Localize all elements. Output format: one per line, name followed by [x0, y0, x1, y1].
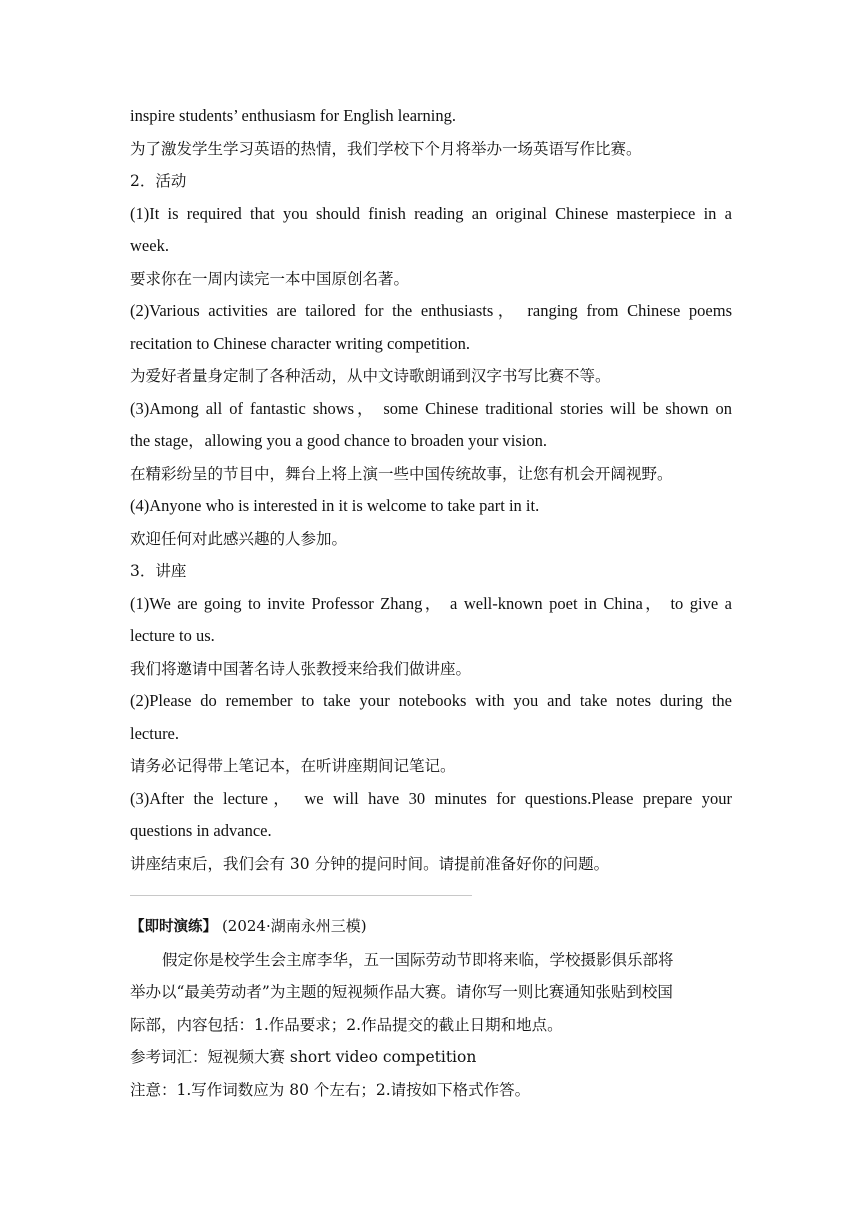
practice-note: 注意：1.写作词数应为 80 个左右；2.请按如下格式作答。	[130, 1080, 531, 1099]
lecture-2-chinese: 请务必记得带上笔记本，在听讲座期间记笔记。	[130, 757, 456, 775]
activity-2-chinese: 为爱好者量身定制了各种活动，从中文诗歌朗诵到汉字书写比赛不等。	[130, 367, 611, 385]
section-heading-lecture: 3．讲座	[130, 562, 187, 580]
lecture-1-english-line-2: lecture to us.	[130, 626, 215, 645]
activity-1-chinese: 要求你在一周内读完一本中国原创名著。	[130, 269, 410, 288]
activity-3-english-line-1: (3)Among all of fantastic shows， some Chinese traditional stories will be shown on	[130, 398, 732, 418]
lecture-3-english-line-1: (3)After the lecture， we will have 30 minutes for questions.Please prepare your	[130, 788, 732, 808]
lecture-3-english-line-2: questions in advance.	[130, 821, 272, 840]
activity-2-english-line-1: (2)Various activities are tailored for the enthusiasts， ranging from Chinese poems	[130, 301, 732, 320]
practice-vocab: 参考词汇：短视频大赛 short video competition	[130, 1048, 477, 1066]
practice-prompt-line-3: 际部，内容包括：1.作品要求；2.作品提交的截止日期和地点。	[130, 1015, 563, 1034]
activity-3-chinese: 在精彩纷呈的节目中，舞台上将上演一些中国传统故事，让您有机会开阔视野。	[130, 464, 673, 483]
activity-4-chinese: 欢迎任何对此感兴趣的人参加。	[130, 529, 348, 548]
activity-1-english-line-2: week.	[130, 236, 169, 255]
section-divider	[130, 895, 472, 896]
lecture-1-chinese: 我们将邀请中国著名诗人张教授来给我们做讲座。	[130, 659, 472, 678]
intro-chinese: 为了激发学生学习英语的热情，我们学校下个月将举办一场英语写作比赛。	[130, 139, 642, 158]
practice-label: 【即时演练】	[130, 919, 217, 935]
activity-3-english-line-2: the stage，allowing you a good chance to broaden your vision.	[130, 431, 547, 450]
activity-1-english-line-1: (1)It is required that you should finish reading an original Chinese masterpiece in a	[130, 203, 732, 223]
lecture-2-english-line-1: (2)Please do remember to take your notebooks with you and take notes during the	[130, 691, 732, 710]
practice-prompt-line-1: 假定你是校学生会主席李华，五一国际劳动节即将来临，学校摄影俱乐部将	[162, 950, 674, 969]
document-page	[130, 100, 732, 1106]
activity-2-english-line-2: recitation to Chinese character writing competition.	[130, 333, 470, 353]
section-heading-activities: 2．活动	[130, 172, 187, 190]
practice-source: (2024·湖南永州三模)	[221, 917, 367, 935]
lecture-2-english-line-2: lecture.	[130, 723, 180, 743]
activity-4-english-line-1: (4)Anyone who is interested in it is welcome to take part in it.	[130, 496, 540, 515]
practice-prompt-line-2: 举办以“最美劳动者”为主题的短视频作品大赛。请你写一则比赛通知张贴到校国	[130, 983, 673, 1001]
lecture-1-english-line-1: (1)We are going to invite Professor Zhang， a well-known poet in China， to give a	[130, 593, 732, 613]
lecture-3-chinese: 讲座结束后，我们会有 30 分钟的提问时间。请提前准备好你的问题。	[130, 854, 610, 873]
practice-header	[130, 910, 732, 944]
intro-english: inspire students’ enthusiasm for English learning.	[130, 106, 456, 125]
